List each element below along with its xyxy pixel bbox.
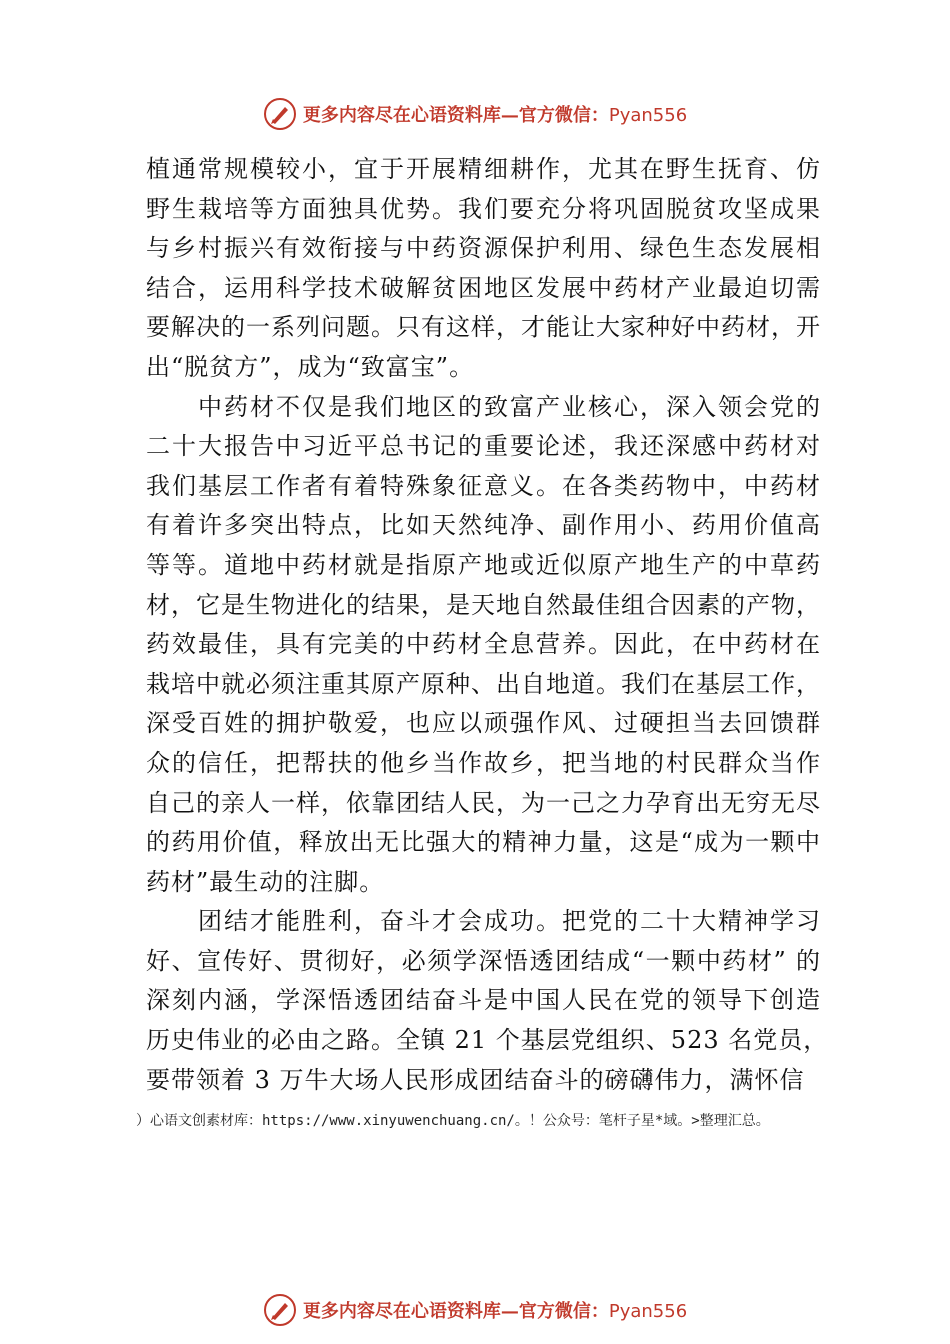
- paragraph-line: 出“脱贫方”，成为“致富宝”。: [146, 352, 475, 381]
- pen-circle-logo-icon: [263, 1293, 297, 1327]
- banner-text: 更多内容尽在心语资料库—官方微信：: [302, 105, 609, 126]
- pen-circle-logo-icon: [263, 97, 297, 131]
- banner-text: 更多内容尽在心语资料库—官方微信：: [302, 1301, 609, 1322]
- paragraph-line: 深刻内涵，学深悟透团结奋斗是中国人民在党的领导下创造: [146, 986, 821, 1015]
- banner-wechat-id: Pyan556: [608, 105, 688, 126]
- paragraph-line: 我们基层工作者有着特殊象征意义。在各类药物中，中药材: [146, 471, 821, 500]
- paragraph-line: 栽培中就必须注重其原产原种、出自地道。我们在基层工作，: [146, 669, 821, 698]
- paragraph-line: 要带领着 3 万牛大场人民形成团结奋斗的磅礴伟力，满怀信: [146, 1065, 805, 1094]
- footer-banner: [0, 1290, 950, 1330]
- paragraph-line: 团结才能胜利，奋斗才会成功。把党的二十大精神学习: [198, 907, 821, 936]
- document-body: [146, 150, 829, 1100]
- paragraph-line: 自己的亲人一样，依靠团结人民，为一己之力孕育出无穷无尽: [146, 788, 821, 817]
- paragraph-line: 药材”最生动的注脚。: [146, 867, 385, 896]
- paragraph-line: 历史伟业的必由之路。全镇 21 个基层党组织、523 名党员，: [146, 1026, 829, 1055]
- paragraph-line: 野生栽培等方面独具优势。我们要充分将巩固脱贫攻坚成果: [146, 194, 821, 223]
- paragraph-line: 材，它是生物进化的结果，是天地自然最佳组合因素的产物，: [146, 590, 821, 619]
- paragraph-line: 有着许多突出特点，比如天然纯净、副作用小、药用价值高: [146, 511, 821, 540]
- banner-wechat-id: Pyan556: [608, 1301, 688, 1322]
- footnote: ）心语文创素材库：https://www.xinyuwenchuang.cn/。！公众号：笔杆子星*域。>整理汇总。: [136, 1113, 770, 1129]
- paragraph-line: 结合，运用科学技术破解贫困地区发展中药材产业最迫切需: [146, 273, 821, 302]
- banner-title: [303, 1297, 687, 1323]
- header-banner: [0, 94, 950, 134]
- paragraph-line: 众的信任，把帮扶的他乡当作故乡，把当地的村民群众当作: [146, 748, 821, 777]
- paragraph-line: 的药用价值，释放出无比强大的精神力量，这是“成为一颗中: [146, 828, 821, 857]
- paragraph-line: 等等。道地中药材就是指原产地或近似原产地生产的中草药: [146, 550, 821, 579]
- paragraph-line: 中药材不仅是我们地区的致富产业核心，深入领会党的: [198, 392, 821, 421]
- banner-title: [303, 101, 687, 127]
- paragraph-line: 深受百姓的拥护敬爱，也应以顽强作风、过硬担当去回馈群: [146, 709, 821, 738]
- paragraph-line: 二十大报告中习近平总书记的重要论述，我还深感中药材对: [146, 432, 821, 461]
- paragraph-line: 好、宣传好、贯彻好，必须学深悟透团结成“一颗中药材” 的: [146, 946, 821, 975]
- paragraph-line: 要解决的一系列问题。只有这样，才能让大家种好中药材，开: [146, 313, 821, 342]
- paragraph-line: 与乡村振兴有效衔接与中药资源保护利用、绿色生态发展相: [146, 234, 821, 263]
- paragraph-line: 药效最佳，具有完美的中药材全息营养。因此，在中药材在: [146, 630, 821, 659]
- paragraph-line: 植通常规模较小，宜于开展精细耕作，尤其在野生抚育、仿: [146, 155, 821, 183]
